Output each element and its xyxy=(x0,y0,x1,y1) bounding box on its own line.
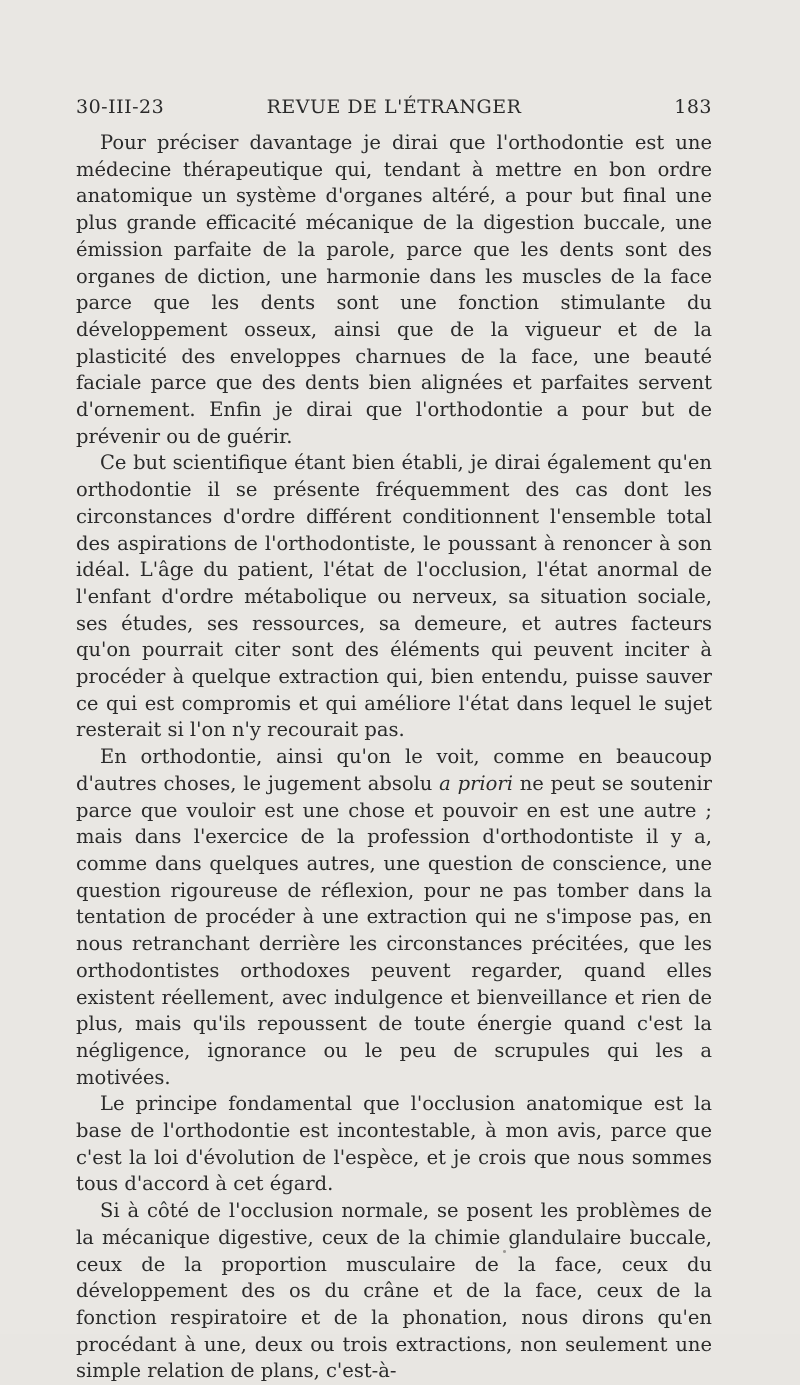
body-text xyxy=(76,130,712,1385)
paragraph-1: Pour préciser davantage je dirai que l'orthodontie est une médecine thérapeutique qui, tendant à mettre en bon ordre anatomique un système d'organes altéré, a pour but final une plus grande efficacité mécanique de la digestion buccale, une émission parfaite de la parole, parce que les dents sont des organes de diction, une harmonie dans les muscles de la face parce que les dents sont une fonction stimulante du développement osseux, ainsi que de la vigueur et de la plasticité des enveloppes charnues de la face, une beauté faciale parce que des dents bien alignées et parfaites servent d'ornement. Enfin je dirai que l'orthodontie a pour but de prévenir ou de guérir. xyxy=(76,131,712,448)
paragraph-3-part-1: En orthodontie, ainsi qu'on le voit, comme en beaucoup d'autres choses, le jugement absolu xyxy=(76,745,712,795)
paragraph-5: Si à côté de l'occlusion normale, se posent les problèmes de la mécanique digestive, ceux de la chimie glandulaire buccale, ceux de la proportion musculaire de la face, ceux du développement des os du crâne et de la face, ceux de la fonction respiratoire et de la phonation, nous dirons qu'en procédant à une, deux ou trois extractions, non seulement une simple relation de plans, c'est-à- xyxy=(76,1199,712,1383)
running-head xyxy=(76,96,712,122)
italic-phrase: a priori xyxy=(439,771,513,795)
paragraph-3-part-2: ne peut se soutenir parce que vouloir est une chose et pouvoir en est une autre ; mais dans l'exercice de la profession d'orthodontiste il y a, comme dans quelques autres, une question de conscience, une question rigoureuse de réflexion, pour ne pas tomber dans la tentation de procéder à une extraction qui ne s'impose pas, en nous retranchant derrière les circonstances précitées, que les orthodontistes orthodoxes peuvent regarder, quand elles existent réellement, avec indulgence et bienveillance et rien de plus, mais qu'ils repoussent de toute énergie quand c'est la négligence, ignorance ou le peu de scrupules qui les a motivées. xyxy=(76,771,712,1089)
issue-date: 30-III-23 xyxy=(76,96,165,118)
paragraph-4: Le principe fondamental que l'occlusion anatomique est la base de l'orthodontie est incontestable, à mon avis, parce que c'est la loi d'évolution de l'espèce, et je crois que nous sommes tous d'accord à cet égard. xyxy=(76,1092,712,1196)
paragraph-3 xyxy=(76,744,712,1091)
journal-title: REVUE DE L'ÉTRANGER xyxy=(266,96,522,118)
page-number: 183 xyxy=(674,96,712,118)
paragraph-2: Ce but scientifique étant bien établi, je dirai également qu'en orthodontie il se présente fréquemment des cas dont les circonstances d'ordre différent conditionnent l'ensemble total des aspirations de l'orthodontiste, le poussant à renoncer à son idéal. L'âge du patient, l'état de l'occlusion, l'état anormal de l'enfant d'ordre métabolique ou nerveux, sa situation sociale, ses études, ses ressources, sa demeure, et autres facteurs qu'on pourrait citer sont des éléments qui peuvent inciter à procéder à quelque extraction qui, bien entendu, puisse sauver ce qui est compromis et qui améliore l'état dans lequel le sujet resterait si l'on n'y recourait pas. xyxy=(76,451,712,742)
paper-speck xyxy=(503,1250,506,1253)
